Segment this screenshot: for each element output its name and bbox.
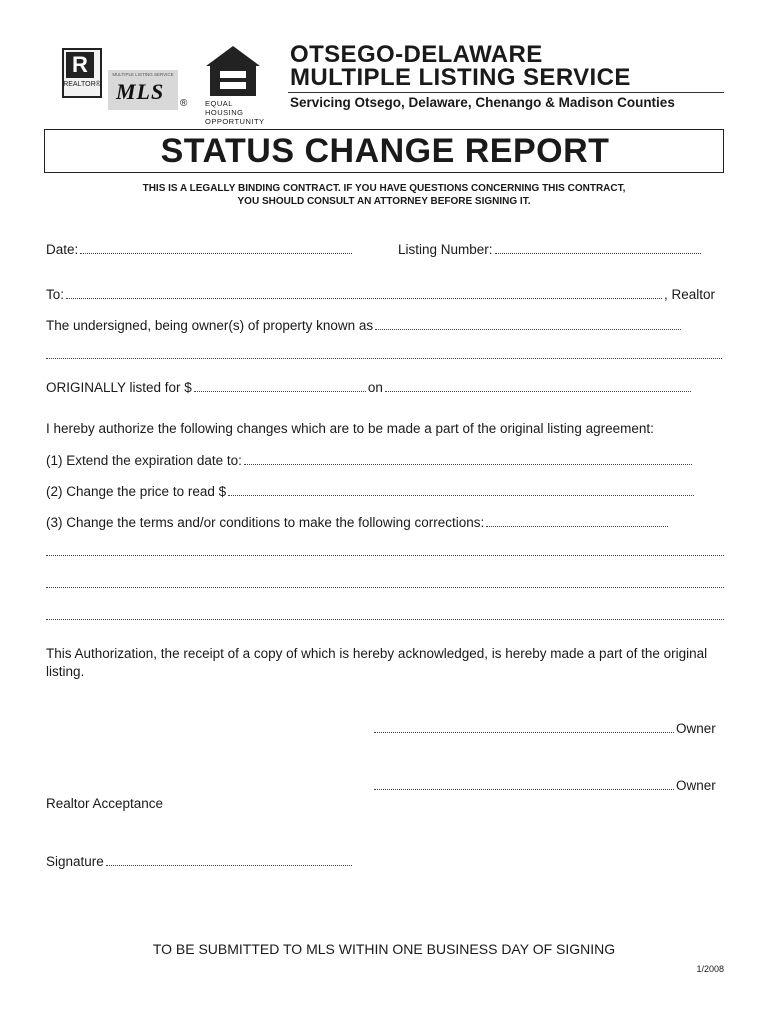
submission-notice: TO BE SUBMITTED TO MLS WITHIN ONE BUSINESS DAY OF SIGNING xyxy=(152,941,616,957)
mls-logo-text: MLS xyxy=(116,79,165,104)
realtor-label: REALTOR® xyxy=(63,81,101,88)
equal-housing-label: EQUAL HOUSING OPPORTUNITY xyxy=(205,99,265,126)
realtor-acceptance-label: Realtor Acceptance xyxy=(46,796,164,811)
header-divider xyxy=(288,92,724,93)
service-area: Servicing Otsego, Delaware, Chenango & Madison Counties xyxy=(290,95,675,110)
date-field[interactable] xyxy=(46,241,354,258)
date-blank[interactable] xyxy=(80,241,352,254)
date-label: Date: xyxy=(46,242,79,257)
price-field[interactable] xyxy=(46,483,696,500)
property-field[interactable] xyxy=(46,317,683,334)
page-title: STATUS CHANGE REPORT xyxy=(160,132,610,170)
authorize-statement: I hereby authorize the following changes which are to be made a part of the original listing agreement: xyxy=(46,421,654,436)
org-name-line1: OTSEGO-DELAWARE xyxy=(290,41,543,68)
property-label: The undersigned, being owner(s) of property known as xyxy=(46,318,374,333)
equal-housing-icon xyxy=(206,46,260,66)
realtor-signature-field[interactable] xyxy=(46,853,354,870)
mls-logo-small-text: MULTIPLE LISTING SERVICE xyxy=(112,72,174,77)
property-blank-line2[interactable] xyxy=(46,357,722,359)
owner-label-1: Owner xyxy=(676,721,716,736)
listing-number-label: Listing Number: xyxy=(398,242,493,257)
terms-blank-line4[interactable] xyxy=(46,618,724,620)
to-blank[interactable] xyxy=(66,286,662,299)
realtor-signature-blank[interactable] xyxy=(106,853,352,866)
to-label: To: xyxy=(46,287,65,302)
terms-blank-line3[interactable] xyxy=(46,586,724,588)
owner-signature-1-blank[interactable] xyxy=(374,720,674,733)
legal-warning xyxy=(44,182,724,208)
on-label: on xyxy=(367,380,383,395)
original-price-field[interactable] xyxy=(46,379,693,396)
owner-label-2: Owner xyxy=(676,778,716,793)
equal-housing-icon-bar xyxy=(220,82,246,89)
listing-number-blank[interactable] xyxy=(495,241,701,254)
price-blank[interactable] xyxy=(228,483,694,496)
original-price-blank[interactable] xyxy=(194,379,366,392)
signature-label: Signature xyxy=(46,854,104,869)
original-date-blank[interactable] xyxy=(385,379,691,392)
legal-warning-line1: THIS IS A LEGALLY BINDING CONTRACT. IF YOU HAVE QUESTIONS CONCERNING THIS CONTRACT, xyxy=(142,183,626,194)
revision-date: 1/2008 xyxy=(696,964,724,974)
property-blank[interactable] xyxy=(375,317,681,330)
owner-signature-1[interactable] xyxy=(372,720,716,737)
original-price-label: ORIGINALLY listed for $ xyxy=(46,380,192,395)
org-name-line2: MULTIPLE LISTING SERVICE xyxy=(290,64,631,91)
terms-blank-line2[interactable] xyxy=(46,554,724,556)
terms-label: (3) Change the terms and/or conditions to make the following corrections: xyxy=(46,515,485,530)
extend-field[interactable] xyxy=(46,452,694,469)
realtor-suffix: , Realtor xyxy=(664,287,716,302)
owner-signature-2[interactable] xyxy=(372,777,716,794)
extend-blank[interactable] xyxy=(244,452,692,465)
terms-field[interactable] xyxy=(46,514,670,531)
legal-warning-line2: YOU SHOULD CONSULT AN ATTORNEY BEFORE SIGNING IT. xyxy=(237,196,531,207)
acknowledgment-text: This Authorization, the receipt of a copy of which is hereby acknowledged, is hereby made a part of the original listing. xyxy=(46,646,708,679)
realtor-mark: R xyxy=(66,52,94,78)
owner-signature-2-blank[interactable] xyxy=(374,777,674,790)
listing-number-field[interactable] xyxy=(398,241,703,258)
equal-housing-icon-bar xyxy=(220,71,246,78)
extend-label: (1) Extend the expiration date to: xyxy=(46,453,242,468)
to-field[interactable] xyxy=(46,286,715,303)
terms-blank[interactable] xyxy=(486,514,668,527)
price-label: (2) Change the price to read $ xyxy=(46,484,227,499)
registered-mark: ® xyxy=(180,98,188,109)
